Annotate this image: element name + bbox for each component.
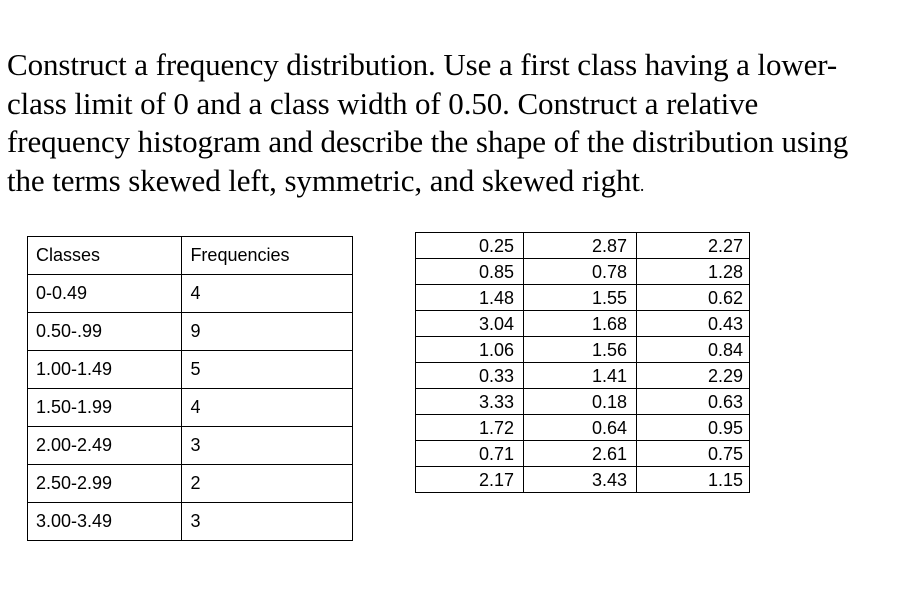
- frequency-cell: 3: [182, 503, 353, 541]
- frequency-cell: 4: [182, 389, 353, 427]
- data-row: [416, 233, 750, 259]
- frequency-table: [27, 236, 353, 541]
- class-cell: 0.50-.99: [28, 313, 182, 351]
- data-cell: 1.68: [524, 311, 637, 337]
- class-cell: 2.00-2.49: [28, 427, 182, 465]
- problem-line-1: Construct a frequency distribution. Use a first class having a lower-: [7, 47, 838, 82]
- data-cell: 2.27: [637, 233, 750, 259]
- problem-line-4-text: the terms skewed left, symmetric, and skewed right: [7, 162, 640, 198]
- frequency-row: [28, 465, 353, 503]
- problem-line-3: frequency histogram and describe the shape of the distribution using: [7, 124, 849, 159]
- class-cell: 1.50-1.99: [28, 389, 182, 427]
- data-cell: 0.71: [416, 441, 524, 467]
- data-cell: 0.84: [637, 337, 750, 363]
- data-row: [416, 415, 750, 441]
- data-cell: 1.55: [524, 285, 637, 311]
- data-cell: 0.62: [637, 285, 750, 311]
- frequency-cell: 2: [182, 465, 353, 503]
- data-cell: 1.28: [637, 259, 750, 285]
- class-cell: 0-0.49: [28, 275, 182, 313]
- frequency-cell: 9: [182, 313, 353, 351]
- data-cell: 1.48: [416, 285, 524, 311]
- frequency-table-header: [28, 237, 353, 275]
- data-row: [416, 337, 750, 363]
- data-cell: 3.33: [416, 389, 524, 415]
- data-row: [416, 467, 750, 493]
- data-cell: 1.15: [637, 467, 750, 493]
- class-cell: 2.50-2.99: [28, 465, 182, 503]
- frequency-row: [28, 503, 353, 541]
- problem-line-4: [7, 162, 902, 205]
- data-cell: 1.41: [524, 363, 637, 389]
- frequency-row: [28, 389, 353, 427]
- data-cell: 1.06: [416, 337, 524, 363]
- data-cell: 0.75: [637, 441, 750, 467]
- data-cell: 0.95: [637, 415, 750, 441]
- problem-line-2: class limit of 0 and a class width of 0.50. Construct a relative: [7, 85, 759, 121]
- data-row: [416, 389, 750, 415]
- frequency-row: [28, 427, 353, 465]
- data-row: [416, 259, 750, 285]
- data-row: [416, 441, 750, 467]
- data-cell: 1.56: [524, 337, 637, 363]
- frequency-row: [28, 351, 353, 389]
- problem-statement: [7, 46, 902, 204]
- problem-end-period: .: [639, 174, 645, 195]
- frequency-cell: 5: [182, 351, 353, 389]
- data-row: [416, 285, 750, 311]
- data-cell: 0.64: [524, 415, 637, 441]
- header-classes: Classes: [28, 237, 182, 275]
- data-cell: 0.85: [416, 259, 524, 285]
- frequency-cell: 4: [182, 275, 353, 313]
- data-cell: 2.29: [637, 363, 750, 389]
- data-cell: 0.33: [416, 363, 524, 389]
- frequency-row: [28, 275, 353, 313]
- data-cell: 0.18: [524, 389, 637, 415]
- data-cell: 0.25: [416, 233, 524, 259]
- class-cell: 3.00-3.49: [28, 503, 182, 541]
- data-cell: 0.63: [637, 389, 750, 415]
- frequency-cell: 3: [182, 427, 353, 465]
- frequency-row: [28, 313, 353, 351]
- data-cell: 2.87: [524, 233, 637, 259]
- data-row: [416, 311, 750, 337]
- data-cell: 0.78: [524, 259, 637, 285]
- data-row: [416, 363, 750, 389]
- data-cell: 2.17: [416, 467, 524, 493]
- data-cell: 1.72: [416, 415, 524, 441]
- class-cell: 1.00-1.49: [28, 351, 182, 389]
- data-cell: 0.43: [637, 311, 750, 337]
- raw-data-table: [415, 232, 750, 493]
- data-cell: 3.43: [524, 467, 637, 493]
- data-cell: 3.04: [416, 311, 524, 337]
- header-frequencies: Frequencies: [182, 237, 353, 275]
- data-cell: 2.61: [524, 441, 637, 467]
